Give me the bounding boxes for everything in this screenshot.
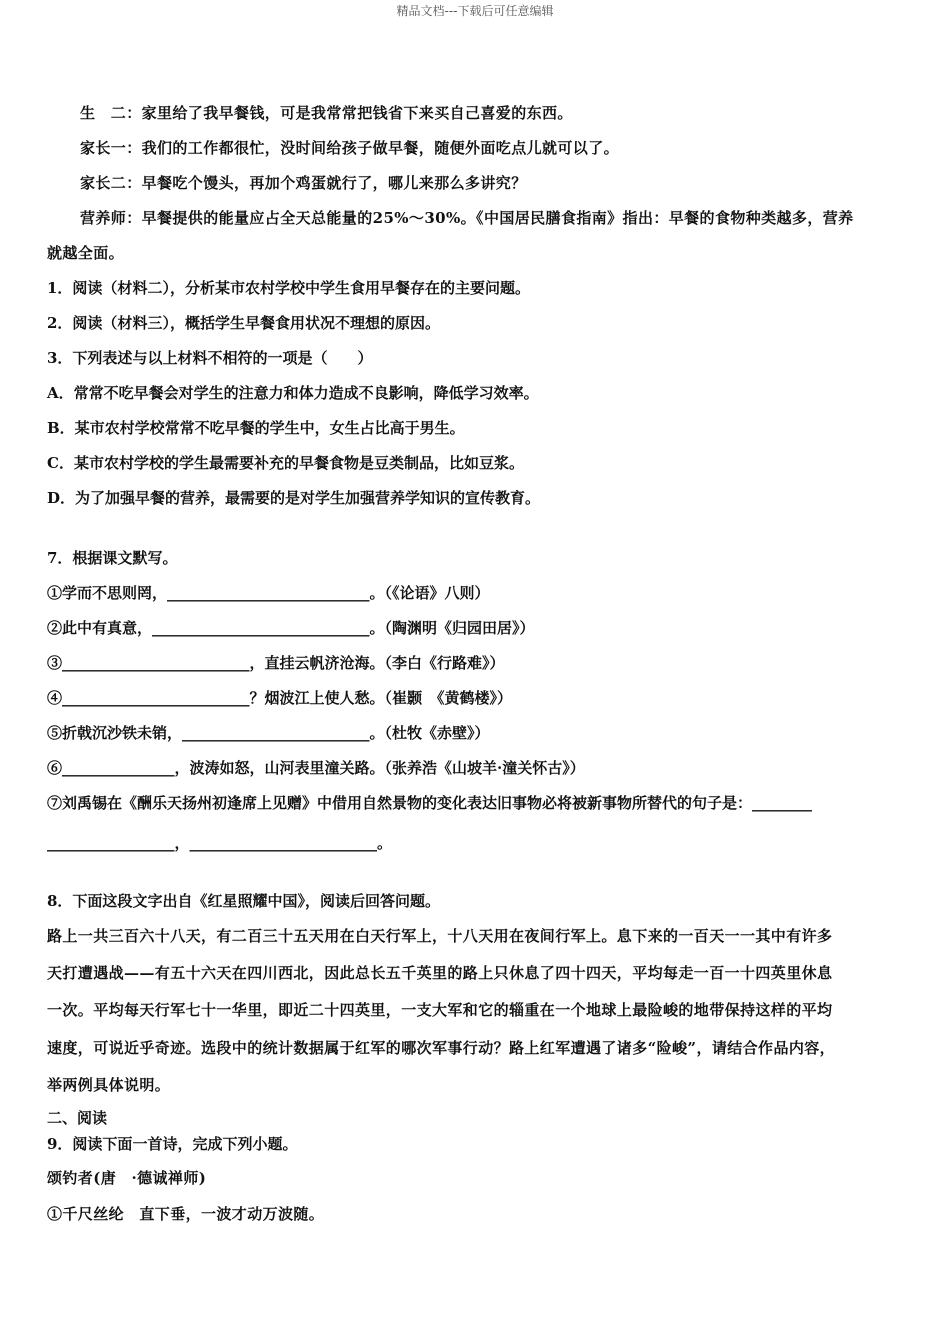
passage-line: 速度，可说近乎奇迹。选段中的统计数据属于红军的哪次军事行动？路上红军遭遇了诸多“险峻”，请结合作品内容， (47, 1039, 836, 1057)
question-item: 3．下列表述与以上材料不相符的一项是（ ） (47, 349, 373, 367)
passage-line: 举两例具体说明。 (47, 1076, 171, 1094)
dialogue-line: 家长二：早餐吃个馒头，再加个鸡蛋就行了，哪儿来那么多讲究？ (80, 174, 527, 192)
option-a: A．常常不吃早餐会对学生的注意力和体力造成不良影响，降低学习效率。 (47, 384, 539, 402)
fill-blank-item: ④_________________________？烟波江上使人愁。（崔颢 《黄鹤楼》） (47, 689, 513, 707)
poem-line: ①千尺丝纶 直下垂，一波才动万波随。 (47, 1205, 325, 1223)
dialogue-line: 生 二：家里给了我早餐钱，可是我常常把钱省下来买自己喜爱的东西。 (80, 104, 573, 122)
option-c: C．某市农村学校的学生最需要补充的早餐食物是豆类制品，比如豆浆。 (47, 454, 524, 472)
dialogue-line: 营养师：早餐提供的能量应占全天总能量的25%～30%。《中国居民膳食指南》指出：早餐的食物种类越多，营养 (80, 209, 854, 227)
fill-blank-item: ③_________________________，直挂云帆济沧海。（李白《行路难》） (47, 654, 505, 672)
question-item: 2．阅读（材料三），概括学生早餐食用状况不理想的原因。 (47, 314, 440, 332)
question-item: 1．阅读（材料二），分析某市农村学校中学生食用早餐存在的主要问题。 (47, 279, 530, 297)
question-title: 8．下面这段文字出自《红星照耀中国》，阅读后回答问题。 (47, 892, 440, 910)
passage-line: 天打遭遇战——有五十六天在四川西北，因此总长五千英里的路上只休息了四十四天，平均每走一百一十四英里休息 (47, 964, 833, 982)
fill-blank-item: ①学而不思则罔，___________________________。（《论语》八则） (47, 584, 490, 602)
fill-blank-item: ⑦刘禹锡在《酬乐天扬州初逢席上见赠》中借用自然景物的变化表达旧事物必将被新事物所替代的句子是：________ (47, 794, 813, 812)
fill-blank-item: ⑤折戟沉沙铁未销，_________________________。（杜牧《赤壁》） (47, 724, 490, 742)
option-b: B．某市农村学校常常不吃早餐的学生中，女生占比高于男生。 (47, 419, 465, 437)
dialogue-line: 就越全面。 (47, 244, 125, 262)
fill-blank-item: ②此中有真意，_____________________________。（陶渊明《归园田居》） (47, 619, 535, 637)
fill-blank-item: ⑥_______________，波涛如怒，山河表里潼关路。（张养浩《山坡羊·潼关怀古》） (47, 759, 585, 777)
question-title: 9．阅读下面一首诗，完成下列小题。 (47, 1135, 298, 1153)
passage-line: 一次。平均每天行军七十一华里，即近二十四英里，一支大军和它的辎重在一个地球上最险峻的地带保持这样的平均 (47, 1001, 833, 1019)
fill-blank-item: _________________，_________________________。 (47, 834, 393, 852)
poem-title: 颂钓者(唐 ·德诚禅师) (47, 1169, 207, 1187)
passage-line: 路上一共三百六十八天，有二百三十五天用在白天行军上，十八天用在夜间行军上。息下来的一百天一一其中有许多 (47, 927, 833, 945)
dialogue-line: 家长一：我们的工作都很忙，没时间给孩子做早餐，随便外面吃点儿就可以了。 (80, 139, 620, 157)
page-header: 精品文档---下载后可任意编辑 (396, 4, 554, 18)
question-title: 7．根据课文默写。 (47, 549, 178, 567)
section-heading: 二、阅读 (47, 1109, 108, 1127)
option-d: D．为了加强早餐的营养，最需要的是对学生加强营养学知识的宣传教育。 (47, 489, 541, 507)
